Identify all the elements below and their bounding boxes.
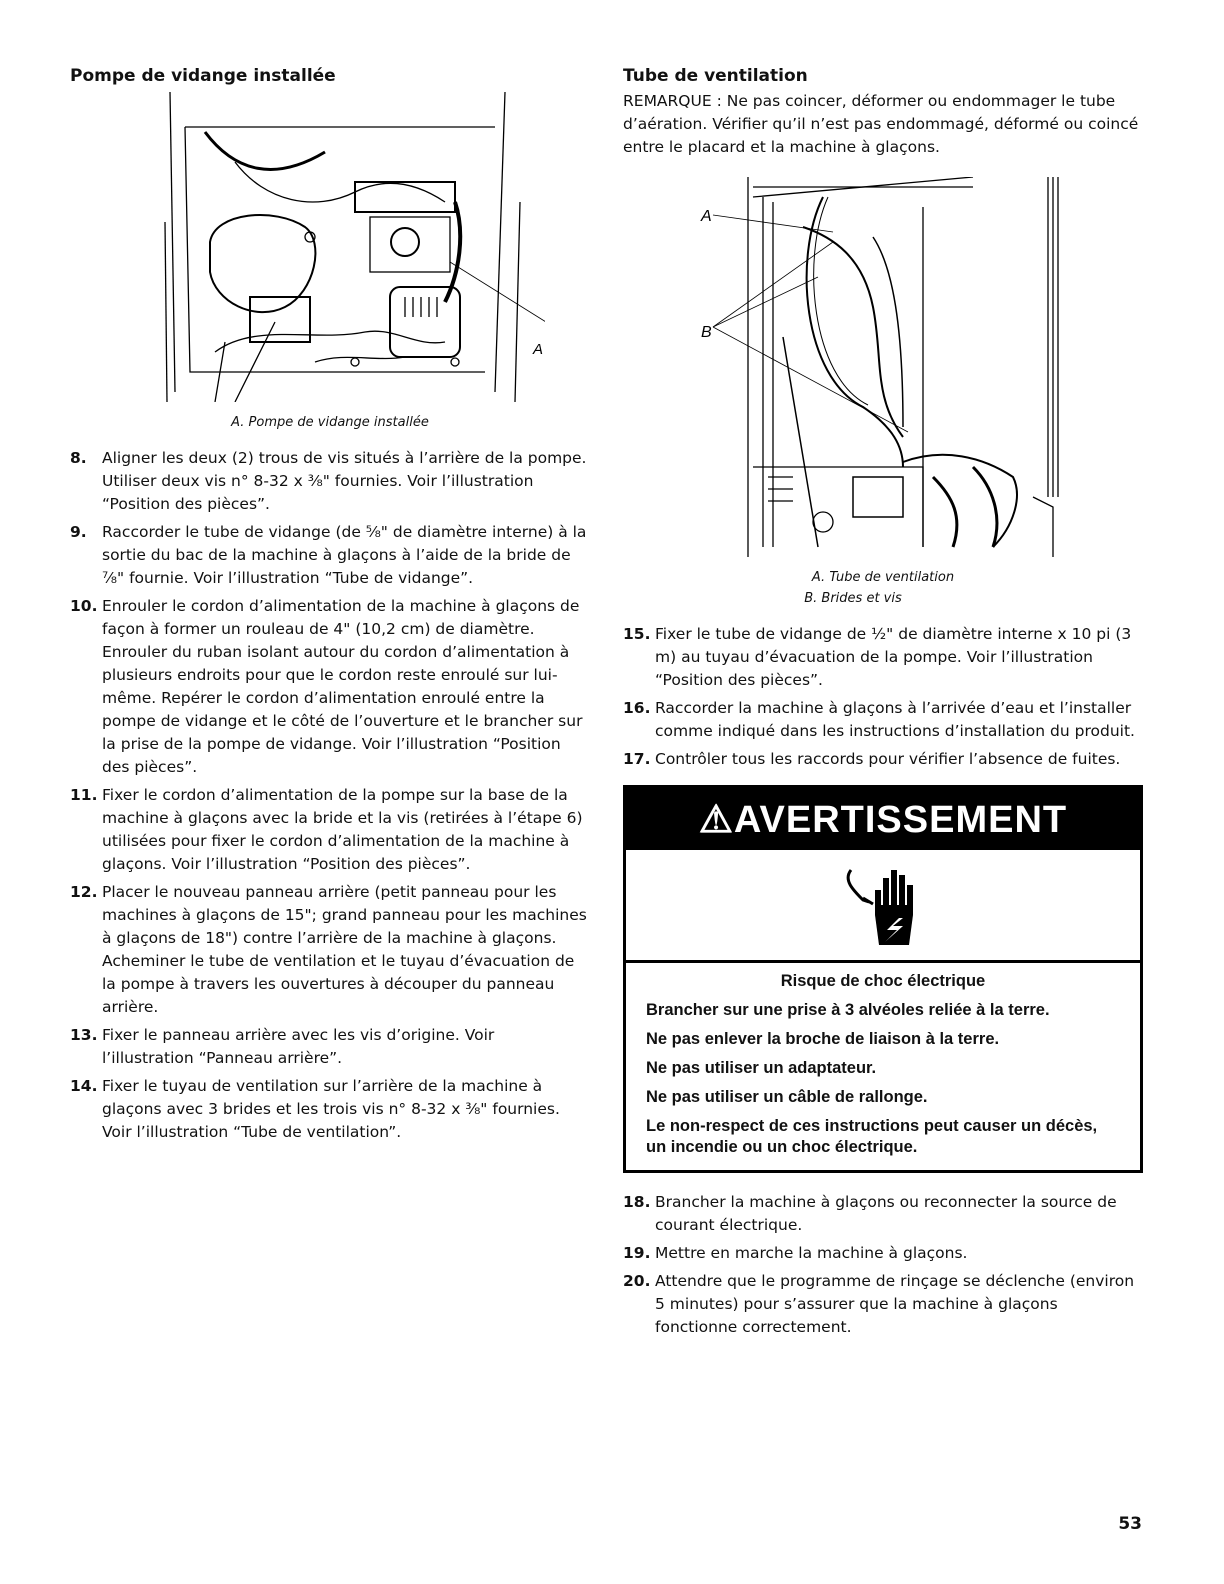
figure-caption-b: B. Brides et vis [804,591,902,606]
warning-line: Ne pas utiliser un adaptateur. [646,1059,877,1077]
step-item: 10. Enrouler le cordon d’alimentation de la machine à glaçons de façon à former un rouleau de 4" (10,2 cm) de diamètre. Enrouler du ruban isolant autour du cordon d’alimentation à plusieurs endroits pour que le cordon reste enroulé sur lui-même. Repérer le cordon d’alimentation enroulé entre la pompe de vidange et le côté de l’ouverture et le brancher sur la prise de la pompe de vidange. Voir l’illustration “Position des pièces”. [70,597,583,776]
step-item: 11. Fixer le cordon d’alimentation de la pompe sur la base de la machine à glaçons avec la bride et la vis (retirées à l’étape 6) utilisées pour fixer le cordon d’alimentation de la machine à glaçons. Voir l’illustration “Position des pièces”. [70,786,583,873]
step-item: 8. Aligner les deux (2) trous de vis situés à l’arrière de la pompe. Utiliser deux vis n° 8-32 x ³⁄₈" fournies. Voir l’illustration “Position des pièces”. [70,449,587,513]
warning-body [626,963,1140,1170]
left-column [70,66,590,1149]
page-number: 53 [1118,1514,1142,1534]
step-item: 13. Fixer le panneau arrière avec les vis d’origine. Voir l’illustration “Panneau arrière”. [70,1026,495,1067]
vent-tube-illustration [693,177,1093,557]
warning-box [623,785,1143,1173]
step-item: 17. Contrôler tous les raccords pour vérifier l’absence de fuites. [623,750,1121,768]
steps-list-right-after [623,1191,1143,1339]
step-item: 18. Brancher la machine à glaçons ou reconnecter la source de courant électrique. [623,1193,1117,1234]
section-heading-vent-tube: Tube de ventilation [623,66,808,86]
step-item: 20. Attendre que le programme de rinçage se déclenche (environ 5 minutes) pour s’assurer que la machine à glaçons fonctionne correctement. [623,1272,1135,1336]
step-item: 14. Fixer le tuyau de ventilation sur l’arrière de la machine à glaçons avec 3 brides et les trois vis n° 8-32 x ³⁄₈" fournies. Voir l’illustration “Tube de ventilation”. [70,1077,560,1141]
steps-list-left [70,447,590,1144]
right-column [623,66,1143,1344]
warning-line: Le non-respect de ces instructions peut causer un décès, un incendie ou un choc électrique. [646,1117,1098,1156]
warning-line: Ne pas enlever la broche de liaison à la terre. [646,1030,1000,1048]
step-item: 19. Mettre en marche la machine à glaçons. [623,1244,968,1262]
shock-hand-icon [843,860,923,950]
step-item: 15. Fixer le tube de vidange de ½" de diamètre interne x 10 pi (3 m) au tuyau d’évacuation de la pompe. Voir l’illustration “Position des pièces”. [623,625,1132,689]
drain-pump-illustration [115,92,545,402]
drain-pump-drawing [115,92,545,402]
label-a: A [533,341,544,358]
vent-tube-drawing [693,177,1093,557]
figure-caption-a: A. Tube de ventilation [811,570,955,585]
electric-shock-hazard-icon [626,850,1140,963]
figure-caption: A. Pompe de vidange installée [231,415,429,430]
warning-line: Ne pas utiliser un câble de rallonge. [646,1088,928,1106]
warning-title: ⚠AVERTISSEMENT [626,788,1140,850]
section-heading-drain-pump: Pompe de vidange installée [70,66,336,86]
hazard-text: Risque de choc électrique [780,972,986,990]
label-b: B [701,324,712,341]
note-paragraph: REMARQUE : Ne pas coincer, déformer ou endommager le tube d’aération. Vérifier qu’il n’est pas endommagé, déformé ou coincé entre le placard et la machine à glaçons. [623,92,1139,156]
step-item: 16. Raccorder la machine à glaçons à l’arrivée d’eau et l’installer comme indiqué dans les instructions d’installation du produit. [623,699,1135,740]
warning-line: Brancher sur une prise à 3 alvéoles reliée à la terre. [646,1001,1050,1019]
steps-list-right-before [623,623,1143,771]
step-item: 12. Placer le nouveau panneau arrière (petit panneau pour les machines à glaçons de 15"; grand panneau pour les machines à glaçons de 18") contre l’arrière de la machine à glaçons. Acheminer le tube de ventilation et le tuyau d’évacuation de la pompe à travers les ouvertures à découper du panneau arrière. [70,883,587,1016]
step-item: 9. Raccorder le tube de vidange (de ⁵⁄₈" de diamètre interne) à la sortie du bac de la machine à glaçons à l’aide de la bride de ⁷⁄₈" fournie. Voir l’illustration “Tube de vidange”. [70,523,587,587]
label-a: A [701,208,712,225]
